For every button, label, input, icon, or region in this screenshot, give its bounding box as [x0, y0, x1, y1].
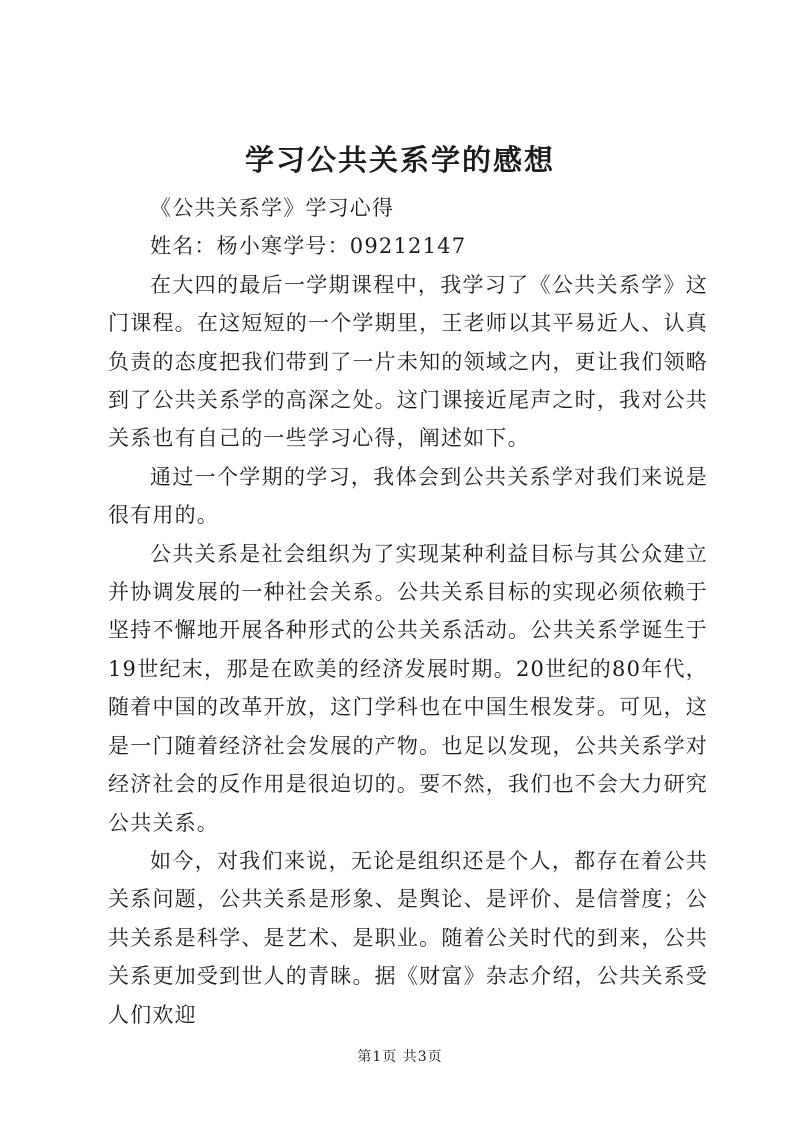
subtitle-paragraph: 《公共关系学》学习心得: [150, 196, 395, 220]
document-body: [108, 189, 708, 1034]
body-paragraph: 公共关系是社会组织为了实现某种利益目标与其公众建立并协调发展的一种社会关系。公共关系目标的实现必须依赖于坚持不懈地开展各种形式的公共关系活动。公共关系学诞生于19世纪末，那是在欧美的经济发展时期。20世纪的80年代，随着中国的改革开放，这门学科也在中国生根发芽。可见，这是一门随着经济社会发展的产物。也足以发现，公共关系学对经济社会的反作用是很迫切的。要不然，我们也不会大力研究公共关系。: [108, 541, 708, 835]
body-paragraph: 在大四的最后一学期课程中，我学习了《公共关系学》这门课程。在这短短的一个学期里，王老师以其平易近人、认真负责的态度把我们带到了一片未知的领域之内，更让我们领略到了公共关系学的高深之处。这门课接近尾声之时，我对公共关系也有自己的一些学习心得，阐述如下。: [108, 272, 708, 451]
body-paragraph: 如今，对我们来说，无论是组织还是个人，都存在着公共关系问题，公共关系是形象、是舆论、是评价、是信誉度；公共关系是科学、是艺术、是职业。随着公关时代的到来，公共关系更加受到世人的青睐。据《财富》杂志介绍，公共关系受人们欢迎: [108, 848, 708, 1027]
body-paragraph: 通过一个学期的学习，我体会到公共关系学对我们来说是很有用的。: [108, 464, 708, 528]
document-title: 学习公共关系学的感想: [244, 143, 555, 177]
author-paragraph: 姓名：杨小寒学号：09212147: [150, 234, 467, 259]
page-footer: 第1页 共3页: [357, 1049, 443, 1065]
